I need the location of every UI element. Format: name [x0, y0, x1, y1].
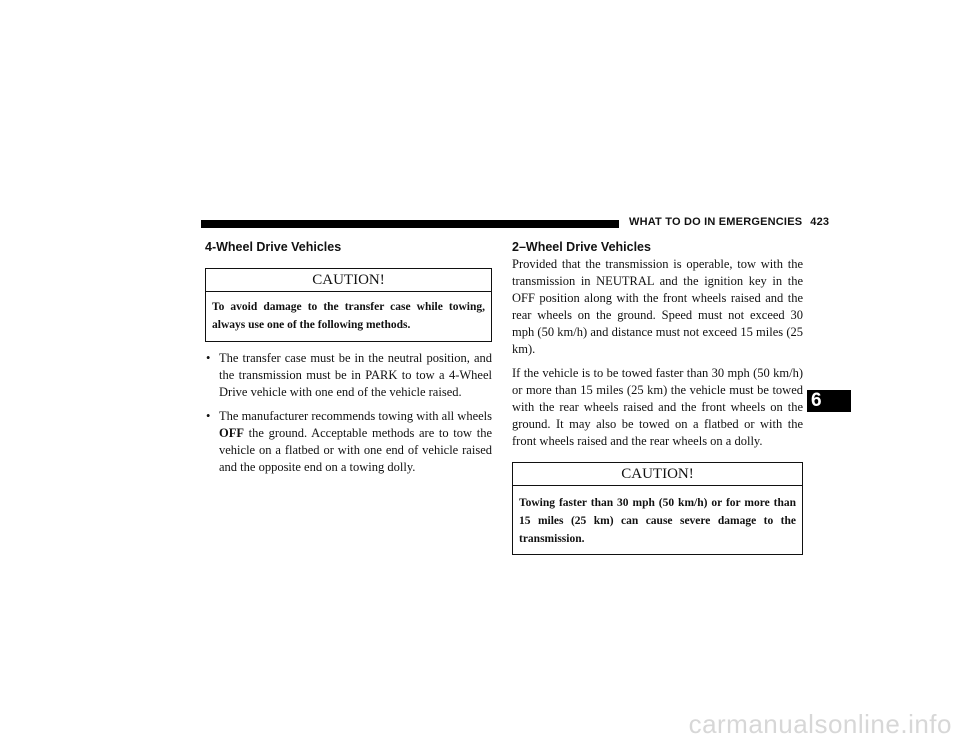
caution-box-4wd [205, 268, 492, 342]
heading-4wd: 4-Wheel Drive Vehicles [205, 240, 342, 254]
section-title: WHAT TO DO IN EMERGENCIES [629, 216, 803, 228]
caution-title: CAUTION! [513, 463, 802, 486]
paragraph: If the vehicle is to be towed faster than 30 mph (50 km/h) or more than 15 miles (25 km) the vehicle must be towed with the rear wheels raised and the front wheels on the ground. It may also be towed on a flatbed or with the front wheels raised and the rear wheels on a dolly. [512, 366, 803, 448]
header-rule [201, 220, 619, 228]
bullet-text: The transfer case must be in the neutral position, and the transmission must be in PARK to tow a 4-Wheel Drive vehicle with one end of the vehicle raised. [219, 351, 492, 399]
heading-2wd: 2–Wheel Drive Vehicles [512, 240, 651, 254]
caution-text: To avoid damage to the transfer case while towing, always use one of the following methods. [212, 301, 485, 331]
list-item [205, 408, 492, 476]
bullet-text: the ground. Acceptable methods are to tow the vehicle on a flatbed or with one end of vehicle raised and the opposite end on a towing dolly. [219, 426, 492, 474]
watermark: carmanualsonline.info [688, 709, 952, 739]
chapter-tab: 6 [807, 390, 851, 412]
bullet-list [205, 350, 492, 476]
paragraph: Provided that the transmission is operable, tow with the transmission in NEUTRAL and the ignition key in the OFF position along with the front wheels raised and the rear wheels on the ground. Speed must not exceed 30 mph (50 km/h) and distance must not exceed 15 miles (25 km). [512, 257, 803, 356]
right-column [512, 238, 803, 555]
bullet-marker: • [206, 409, 211, 423]
caution-title: CAUTION! [206, 269, 491, 292]
bullet-marker: • [206, 351, 211, 365]
caution-text: Towing faster than 30 mph (50 km/h) or for more than 15 miles (25 km) can cause severe damage to the transmission. [519, 497, 796, 545]
running-header [629, 216, 829, 228]
bullet-strong: OFF [219, 426, 244, 440]
list-item [205, 350, 492, 401]
bullet-text-prefix: The manufacturer recommends towing with all wheels [219, 409, 492, 423]
left-column [205, 238, 492, 483]
caution-box-2wd [512, 462, 803, 555]
page-number: 423 [810, 216, 830, 228]
